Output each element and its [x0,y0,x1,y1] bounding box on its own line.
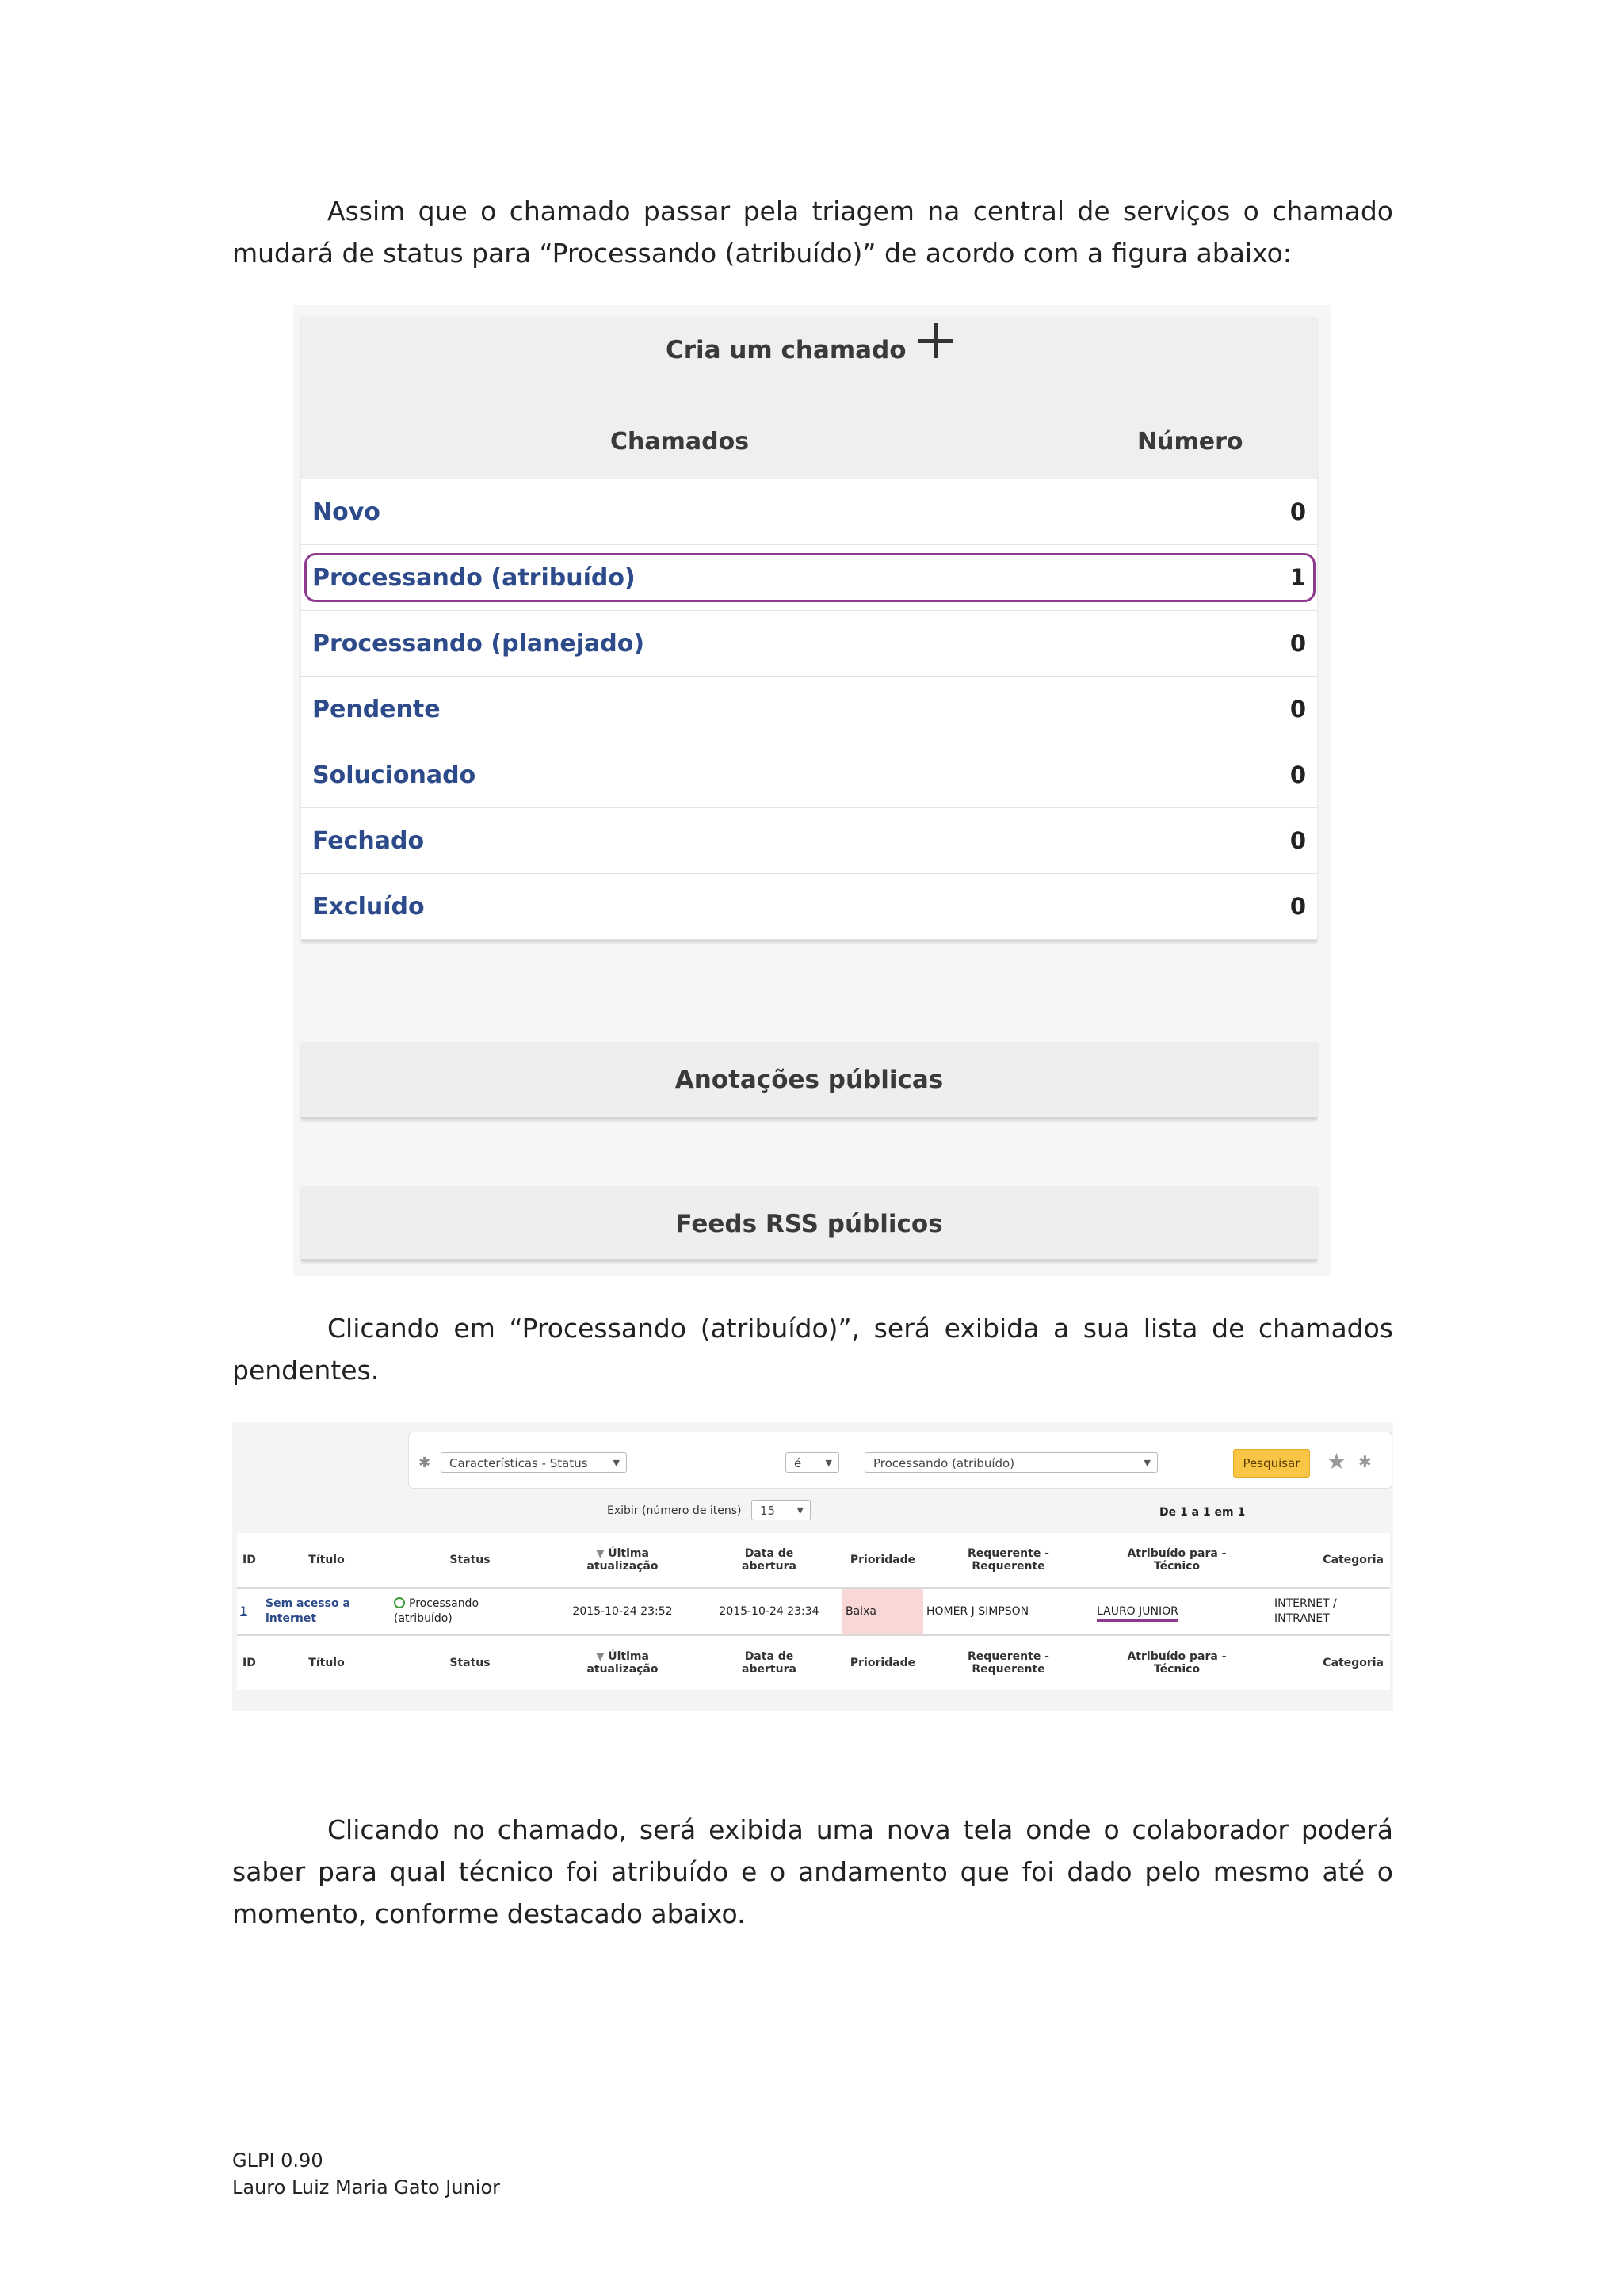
ticket-id-link[interactable]: 1 [240,1604,247,1618]
footer-version: GLPI 0.90 [232,2149,323,2172]
footer-data-abertura[interactable] [696,1635,842,1690]
public-notes-title[interactable]: Anotações públicas [674,1066,944,1094]
status-count: 0 [1289,893,1306,920]
table-row[interactable] [237,1588,1390,1635]
public-rss-title[interactable]: Feeds RSS públicos [675,1210,943,1238]
details-paragraph: Clicando no chamado, será exibida uma nova tela onde o colaborador poderá saber para qual técnico foi atribuído e o andamento que foi dado pelo mesmo até o momento, conforme destacado abaixo. [232,1814,1393,1929]
status-row-fechado[interactable] [301,808,1317,874]
list-paragraph: Clicando em “Processando (atribuído)”, será exibida a sua lista de chamados pendentes. [232,1313,1393,1386]
status-label[interactable]: Solucionado [312,761,476,789]
header-categoria[interactable]: Categoria [1260,1533,1390,1588]
status-label[interactable]: Novo [312,498,380,526]
header-ultima-line2: atualização [586,1560,659,1573]
criterion-value-text: Processando (atribuído) [873,1456,1015,1470]
status-row-processando-atribuido[interactable] [301,545,1317,611]
header-data-abertura[interactable] [696,1533,842,1588]
status-count: 1 [1289,564,1306,591]
status-label[interactable]: Processando (planejado) [312,629,645,658]
header-requerente[interactable] [923,1533,1094,1588]
ticket-title-line1[interactable]: Sem acesso a [265,1597,350,1610]
footer-abertura-line1: Data de [744,1650,794,1663]
footer-ultima-line2: atualização [586,1663,659,1676]
status-count: 0 [1289,827,1306,854]
criterion-operator-select[interactable] [785,1452,839,1473]
header-id[interactable]: ID [237,1533,262,1588]
cell-requerente: HOMER J SIMPSON [926,1604,1029,1618]
cell-status [391,1588,549,1635]
footer-categoria[interactable]: Categoria [1260,1635,1390,1690]
gear-icon[interactable]: ✱ [1358,1452,1372,1471]
status-circle-icon [394,1597,405,1608]
header-atribuido-line1: Atribuído para - [1127,1547,1227,1560]
status-count: 0 [1289,498,1306,525]
ticket-status-line2: (atribuído) [394,1612,453,1625]
page-footer [232,2147,500,2201]
cell-titulo[interactable] [262,1588,391,1635]
footer-requerente-line1: Requerente - [968,1650,1049,1663]
header-atribuido[interactable] [1094,1533,1260,1588]
footer-atribuido-line2: Técnico [1153,1663,1201,1676]
per-page-label: Exibir (número de itens) [607,1505,742,1517]
footer-titulo[interactable]: Título [262,1635,391,1690]
status-count: 0 [1289,761,1306,788]
create-ticket-header[interactable] [301,333,1317,396]
public-notes-panel[interactable] [301,1042,1317,1119]
header-prioridade[interactable]: Prioridade [842,1533,923,1588]
create-ticket-link[interactable]: Cria um chamado [665,336,907,364]
column-header-numero: Número [1137,428,1243,456]
header-ultima-atualizacao[interactable] [549,1533,696,1588]
chevron-down-icon: ▼ [1144,1458,1151,1468]
status-count: 0 [1289,630,1306,657]
header-abertura-line1: Data de [744,1547,794,1560]
tickets-summary-figure [293,305,1331,1276]
pagination-info: De 1 a 1 em 1 [1159,1506,1246,1519]
footer-requerente-line2: Requerente [972,1663,1045,1676]
column-header-chamados: Chamados [610,428,750,456]
status-row-novo[interactable] [301,479,1317,545]
footer-atribuido[interactable] [1094,1635,1260,1690]
per-page-value: 15 [760,1504,776,1518]
criterion-operator-value: é [794,1456,802,1470]
intro-paragraph: Assim que o chamado passar pela triagem na central de serviços o chamado mudará de status para “Processando (atribuído)” de acordo com a figura abaixo: [232,196,1393,269]
status-row-solucionado[interactable] [301,742,1317,808]
star-icon[interactable]: ★ [1327,1448,1347,1474]
tickets-panel [301,317,1317,941]
ticket-category-line2: INTRANET [1274,1612,1330,1625]
sort-down-icon: ▼ [596,1650,609,1663]
footer-abertura-line2: abertura [742,1663,796,1676]
chevron-down-icon: ▼ [613,1458,620,1468]
results-table [237,1533,1390,1690]
header-atribuido-line2: Técnico [1153,1560,1201,1573]
search-criteria-box [408,1432,1392,1489]
status-label[interactable]: Processando (atribuído) [312,563,636,592]
footer-requerente[interactable] [923,1635,1094,1690]
status-row-pendente[interactable] [301,677,1317,742]
cell-prioridade: Baixa [842,1588,923,1635]
header-status[interactable]: Status [391,1533,549,1588]
chevron-down-icon: ▼ [796,1505,804,1516]
table-footer-row [237,1635,1390,1690]
header-titulo[interactable]: Título [262,1533,391,1588]
ticket-status-list [301,479,1317,940]
status-row-processando-planejado[interactable] [301,611,1317,677]
ticket-technician: LAURO JUNIOR [1097,1605,1178,1622]
footer-id[interactable]: ID [237,1635,262,1690]
add-criterion-icon[interactable]: ✱ [418,1455,431,1471]
chevron-down-icon: ▼ [825,1458,832,1468]
sort-down-icon: ▼ [596,1547,609,1560]
footer-author: Lauro Luiz Maria Gato Junior [232,2176,501,2199]
cell-data-abertura: 2015-10-24 23:34 [719,1604,819,1618]
plus-icon[interactable] [918,323,953,358]
cell-categoria [1260,1588,1390,1635]
status-label[interactable]: Excluído [312,892,425,921]
status-label[interactable]: Pendente [312,695,441,723]
footer-atribuido-line1: Atribuído para - [1127,1650,1227,1663]
header-ultima-line1: Última [608,1547,649,1560]
header-requerente-line2: Requerente [972,1560,1045,1573]
footer-ultima-line1: Última [608,1650,649,1663]
cell-tecnico [1094,1588,1260,1635]
header-requerente-line1: Requerente - [968,1547,1049,1560]
ticket-title-line2[interactable]: internet [265,1612,317,1625]
public-rss-panel[interactable] [301,1186,1317,1261]
header-abertura-line2: abertura [742,1560,796,1573]
status-count: 0 [1289,696,1306,723]
ticket-status-line1: Processando [409,1597,479,1610]
table-header-row [237,1533,1390,1588]
footer-status[interactable]: Status [391,1635,549,1690]
status-row-excluido[interactable] [301,874,1317,940]
cell-ultima-atualizacao: 2015-10-24 23:52 [572,1604,673,1618]
footer-ultima-atualizacao[interactable] [549,1635,696,1690]
ticket-search-figure [232,1422,1393,1711]
per-page-select[interactable] [751,1500,811,1520]
status-label[interactable]: Fechado [312,826,425,855]
search-button[interactable]: Pesquisar [1233,1449,1310,1478]
criterion-field-value: Características - Status [449,1456,588,1470]
cell-id[interactable] [237,1588,262,1635]
footer-prioridade[interactable]: Prioridade [842,1635,923,1690]
criterion-value-select[interactable] [865,1452,1158,1473]
ticket-category-line1: INTERNET / [1274,1597,1337,1610]
criterion-field-select[interactable] [441,1452,627,1473]
